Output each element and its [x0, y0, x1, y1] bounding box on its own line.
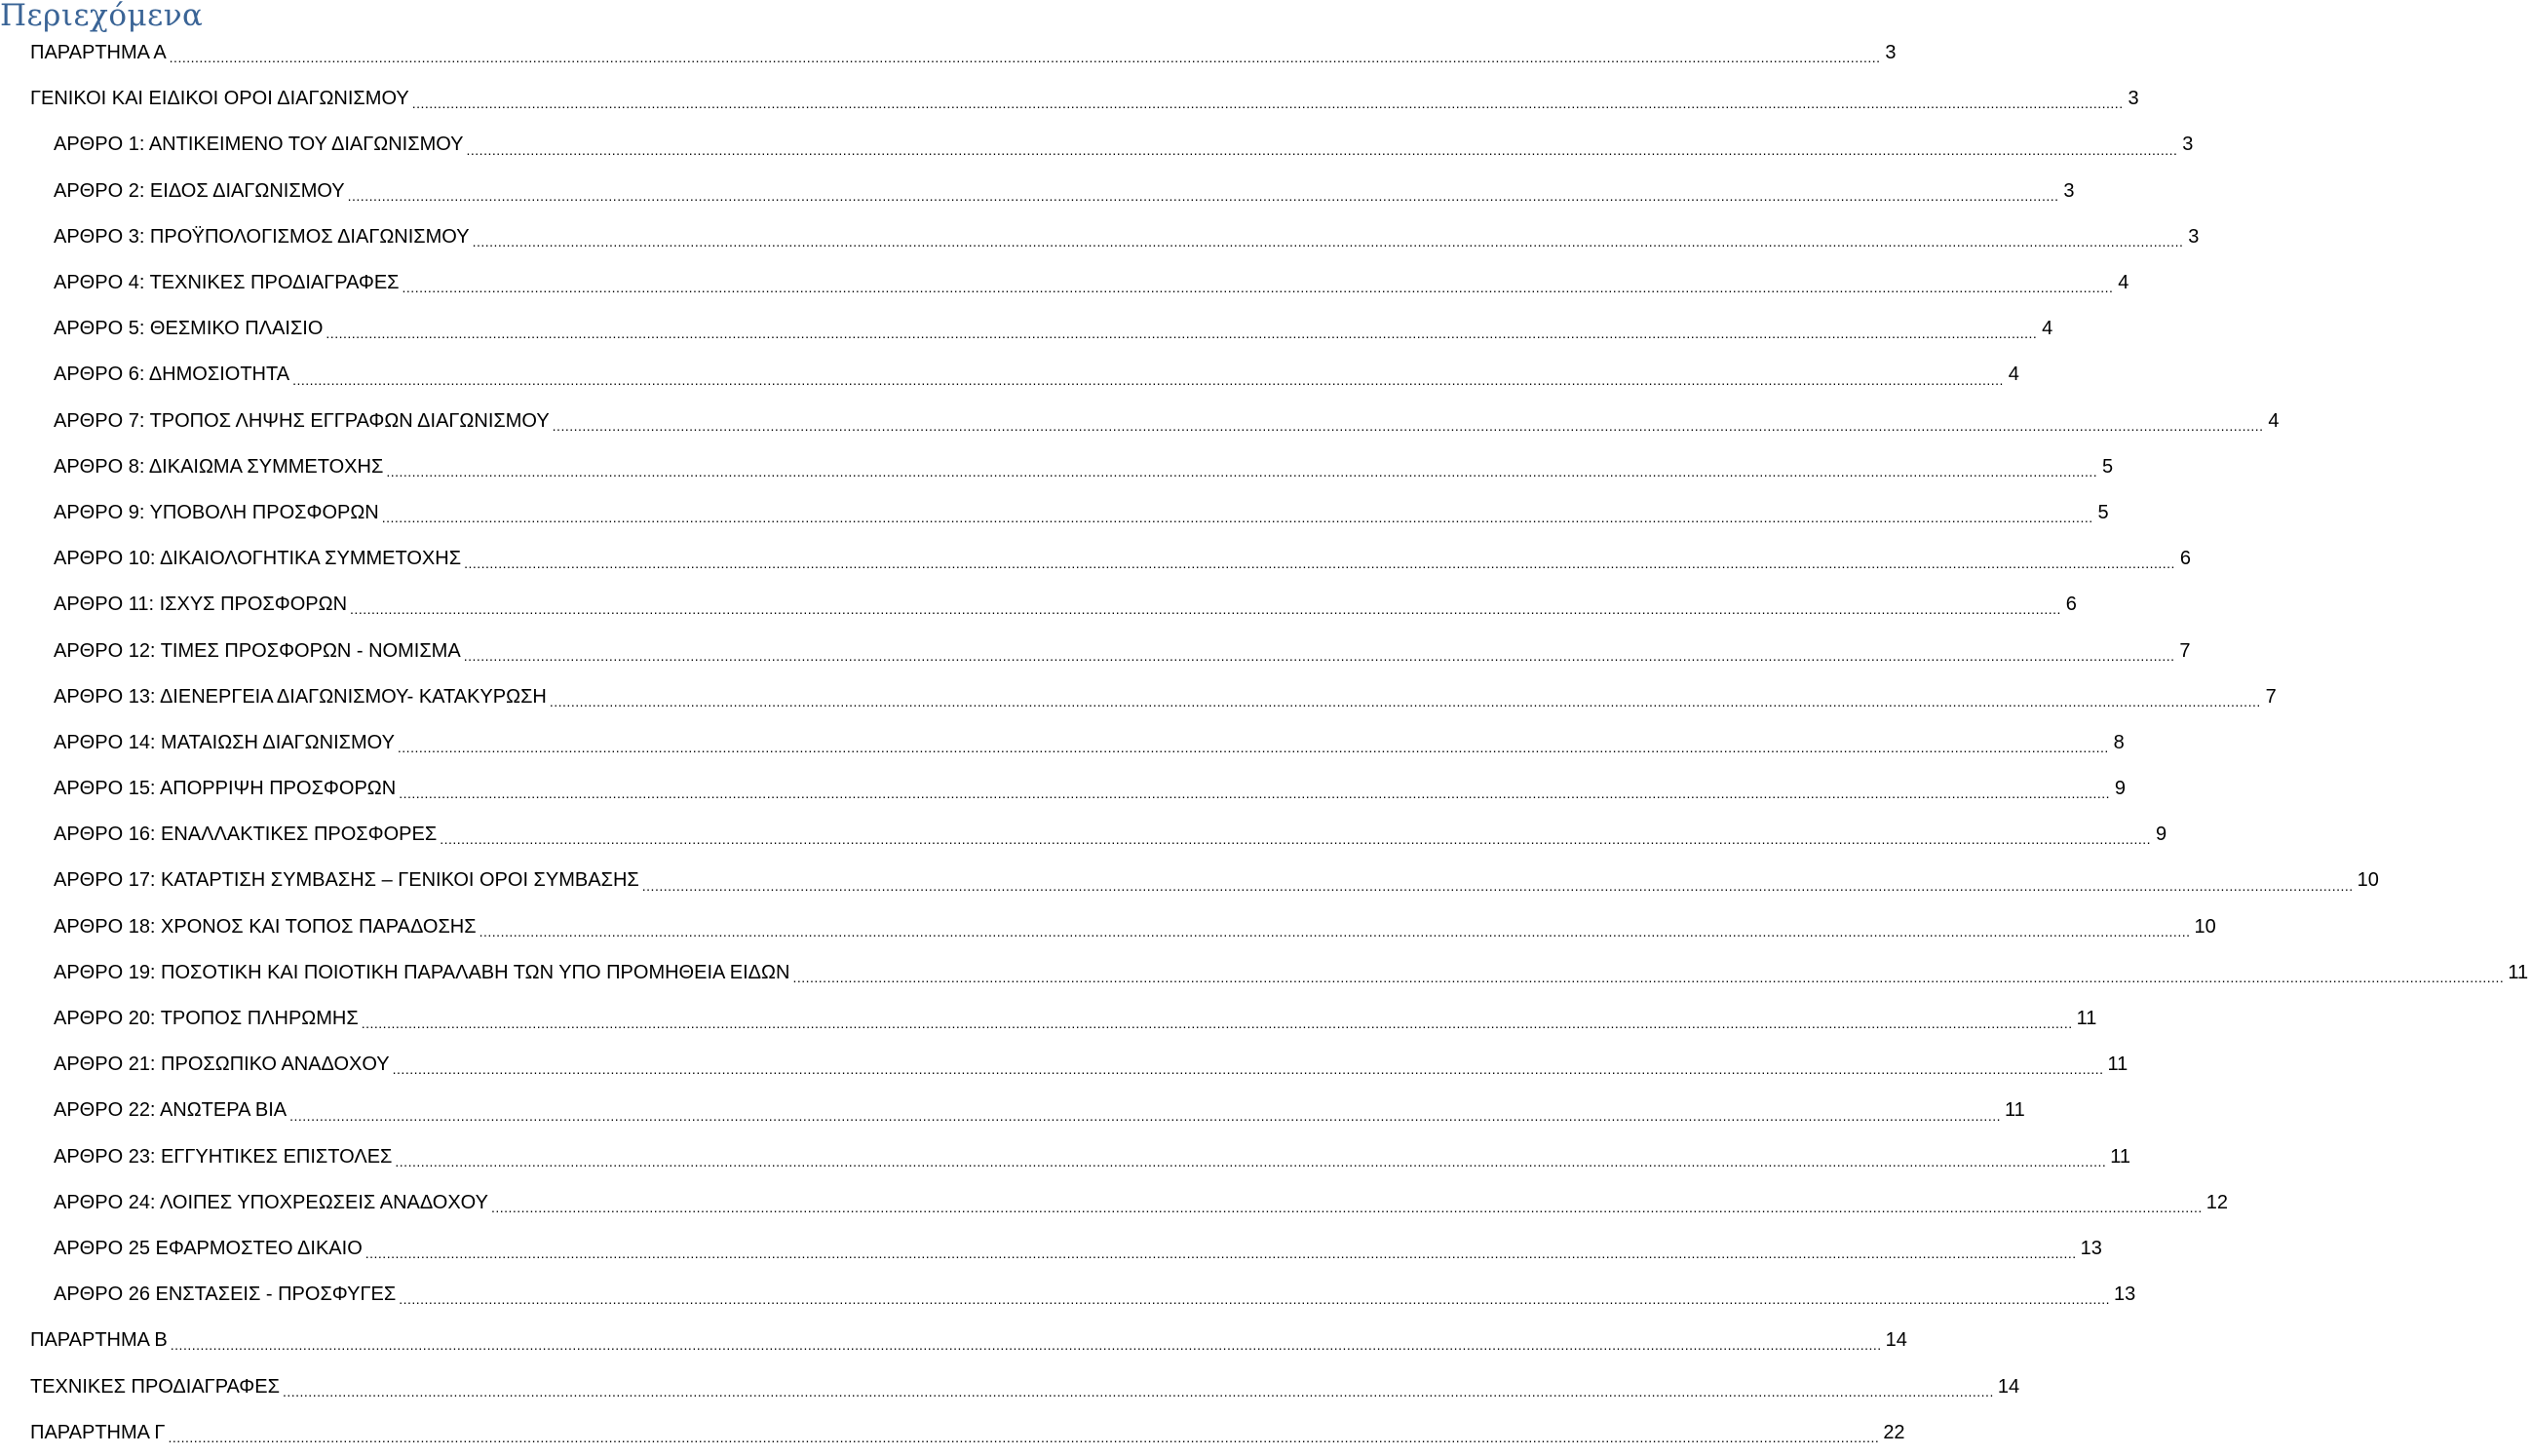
toc-entry-page-number: 3	[2128, 88, 2139, 110]
dot-leader: ................................................................................................................................................................................................................................................................................................................................................................................................................	[169, 50, 1881, 66]
toc-entry-page-number: 6	[2179, 548, 2191, 570]
toc-entry[interactable]	[0, 1272, 2136, 1318]
toc-entry-page-number: 14	[1885, 1329, 1907, 1352]
toc-entry-label: ΤΕΧΝΙΚΕΣ ΠΡΟΔΙΑΓΡΑΦΕΣ	[30, 1375, 280, 1398]
dot-leader: ................................................................................................................................................................................................................................................................................................................................................................................................................	[472, 233, 2184, 249]
toc-entry-label: ΠΑΡΑΡΤΗΜΑ Α	[30, 42, 167, 64]
dot-leader: ................................................................................................................................................................................................................................................................................................................................................................................................................	[490, 1199, 2203, 1215]
dot-leader: ................................................................................................................................................................................................................................................................................................................................................................................................................	[170, 1337, 1882, 1354]
toc-entry-label: ΑΡΘΡΟ 13: ΔΙΕΝΕΡΓΕΙΑ ΔΙΑΓΩΝΙΣΜΟΥ- ΚΑΤΑΚΥΡΩΣΗ	[54, 685, 547, 708]
toc-entry[interactable]	[0, 1134, 2131, 1180]
toc-entry-page-number: 10	[2357, 869, 2379, 892]
toc-entry[interactable]	[0, 260, 2129, 306]
toc-entry-page-number: 10	[2194, 915, 2216, 938]
toc-entry-label: ΑΡΘΡΟ 23: ΕΓΓΥΗΤΙΚΕΣ ΕΠΙΣΤΟΛΕΣ	[54, 1145, 393, 1168]
toc-entry[interactable]	[0, 1180, 2229, 1226]
toc-entry-page-number: 14	[1997, 1375, 2020, 1398]
toc-title: Περιεχόμενα	[0, 0, 204, 33]
toc-entry-label: ΑΡΘΡΟ 11: ΙΣΧΥΣ ΠΡΟΣΦΟΡΩΝ	[54, 594, 348, 616]
dot-leader: ................................................................................................................................................................................................................................................................................................................................................................................................................	[402, 280, 2114, 296]
toc-entry-label: ΑΡΘΡΟ 3: ΠΡΟΫΠΟΛΟΓΙΣΜΟΣ ΔΙΑΓΩΝΙΣΜΟΥ	[54, 225, 470, 248]
toc-entry[interactable]	[0, 1042, 2128, 1088]
toc-entry-label: ΑΡΘΡΟ 9: ΥΠΟΒΟΛΗ ΠΡΟΣΦΟΡΩΝ	[54, 501, 379, 523]
toc-entry[interactable]	[0, 766, 2127, 812]
toc-entry[interactable]	[0, 582, 2077, 628]
toc-entry-label: ΑΡΘΡΟ 18: ΧΡΟΝΟΣ ΚΑΙ ΤΟΠΟΣ ΠΑΡΑΔΟΣΗΣ	[54, 915, 477, 938]
dot-leader: ................................................................................................................................................................................................................................................................................................................................................................................................................	[289, 1107, 2001, 1124]
toc-entry-label: ΠΑΡΑΡΤΗΜΑ Γ	[30, 1421, 166, 1443]
toc-entry[interactable]	[0, 536, 2191, 582]
toc-entry-label: ΑΡΘΡΟ 25 ΕΦΑΡΜΟΣΤΕΟ ΔΙΚΑΙΟ	[54, 1237, 363, 1259]
toc-entry-label: ΠΑΡΑΡΤΗΜΑ Β	[30, 1329, 168, 1352]
dot-leader: ................................................................................................................................................................................................................................................................................................................................................................................................................	[464, 556, 2175, 572]
toc-entry-page-number: 4	[2042, 318, 2053, 340]
dot-leader: ................................................................................................................................................................................................................................................................................................................................................................................................................	[168, 1429, 1880, 1445]
dot-leader: ................................................................................................................................................................................................................................................................................................................................................................................................................	[292, 371, 2004, 388]
toc-entry[interactable]	[0, 720, 2125, 766]
dot-leader: ................................................................................................................................................................................................................................................................................................................................................................................................................	[347, 187, 2059, 204]
toc-entry-label: ΑΡΘΡΟ 20: ΤΡΟΠΟΣ ΠΛΗΡΩΜΗΣ	[54, 1008, 359, 1030]
toc-entry[interactable]	[0, 444, 2114, 490]
toc-entry-page-number: 11	[2107, 1054, 2128, 1076]
toc-entry[interactable]	[0, 490, 2109, 536]
toc-entry[interactable]	[0, 1318, 1907, 1363]
toc-entry-page-number: 13	[2080, 1237, 2102, 1259]
toc-entry[interactable]	[0, 1226, 2102, 1272]
toc-entry-label: ΑΡΘΡΟ 19: ΠΟΣΟΤΙΚΗ ΚΑΙ ΠΟΙΟΤΙΚΗ ΠΑΡΑΛΑΒΗ ΤΩΝ ΥΠΟ ΠΡΟΜΗΘΕΙΑ ΕΙΔΩΝ	[54, 961, 790, 983]
toc-entry-label: ΑΡΘΡΟ 17: ΚΑΤΑΡΤΙΣΗ ΣΥΜΒΑΣΗΣ – ΓΕΝΙΚΟΙ ΟΡΟΙ ΣΥΜΒΑΣΗΣ	[54, 869, 639, 892]
toc-entry-label: ΑΡΘΡΟ 22: ΑΝΩΤΕΡΑ ΒΙΑ	[54, 1099, 288, 1122]
toc-entry-page-number: 3	[1885, 42, 1897, 64]
dot-leader: ................................................................................................................................................................................................................................................................................................................................................................................................................	[792, 969, 2505, 985]
toc-entry[interactable]	[0, 950, 2529, 996]
toc-entry-page-number: 3	[2063, 179, 2075, 202]
toc-entry-label: ΑΡΘΡΟ 5: ΘΕΣΜΙΚΟ ΠΛΑΙΣΙΟ	[54, 318, 324, 340]
toc-entry[interactable]	[0, 122, 2194, 168]
dot-leader: ................................................................................................................................................................................................................................................................................................................................................................................................................	[411, 96, 2124, 112]
toc-entry-page-number: 3	[2188, 225, 2200, 248]
toc-list	[0, 30, 2529, 1456]
dot-leader: ................................................................................................................................................................................................................................................................................................................................................................................................................	[381, 510, 2093, 526]
toc-entry-page-number: 11	[2110, 1145, 2131, 1168]
toc-entry-page-number: 9	[2155, 824, 2167, 846]
dot-leader: ................................................................................................................................................................................................................................................................................................................................................................................................................	[440, 831, 2152, 848]
dot-leader: ................................................................................................................................................................................................................................................................................................................................................................................................................	[479, 923, 2191, 939]
toc-entry-page-number: 5	[2097, 501, 2109, 523]
toc-entry-label: ΓΕΝΙΚΟΙ ΚΑΙ ΕΙΔΙΚΟΙ ΟΡΟΙ ΔΙΑΓΩΝΙΣΜΟΥ	[30, 88, 409, 110]
toc-entry[interactable]	[0, 30, 1897, 76]
toc-entry[interactable]	[0, 1363, 2020, 1409]
dot-leader: ................................................................................................................................................................................................................................................................................................................................................................................................................	[552, 417, 2264, 434]
toc-entry[interactable]	[0, 76, 2139, 122]
toc-entry[interactable]	[0, 306, 2053, 352]
toc-entry[interactable]	[0, 628, 2191, 673]
toc-entry-label: ΑΡΘΡΟ 16: ΕΝΑΛΛΑΚΤΙΚΕΣ ΠΡΟΣΦΟΡΕΣ	[54, 824, 438, 846]
dot-leader: ................................................................................................................................................................................................................................................................................................................................................................................................................	[463, 647, 2175, 664]
toc-entry[interactable]	[0, 1088, 2025, 1133]
toc-entry-label: ΑΡΘΡΟ 2: ΕΙΔΟΣ ΔΙΑΓΩΝΙΣΜΟΥ	[54, 179, 345, 202]
toc-entry-label: ΑΡΘΡΟ 14: ΜΑΤΑΙΩΣΗ ΔΙΑΓΩΝΙΣΜΟΥ	[54, 731, 395, 753]
toc-entry[interactable]	[0, 169, 2075, 214]
toc-entry-label: ΑΡΘΡΟ 21: ΠΡΟΣΩΠΙΚΟ ΑΝΑΔΟΧΟΥ	[54, 1054, 390, 1076]
toc-entry-page-number: 9	[2114, 778, 2127, 800]
toc-entry-label: ΑΡΘΡΟ 10: ΔΙΚΑΙΟΛΟΓΗΤΙΚΑ ΣΥΜΜΕΤΟΧΗΣ	[54, 548, 462, 570]
toc-entry-label: ΑΡΘΡΟ 24: ΛΟΙΠΕΣ ΥΠΟΧΡΕΩΣΕΙΣ ΑΝΑΔΟΧΟΥ	[54, 1191, 488, 1213]
toc-entry-page-number: 11	[2076, 1008, 2097, 1030]
toc-entry-page-number: 4	[2118, 272, 2129, 294]
toc-entry-page-number: 4	[2268, 409, 2280, 432]
dot-leader: ................................................................................................................................................................................................................................................................................................................................................................................................................	[350, 601, 2061, 618]
toc-entry-label: ΑΡΘΡΟ 4: ΤΕΧΝΙΚΕΣ ΠΡΟΔΙΑΓΡΑΦΕΣ	[54, 272, 400, 294]
toc-entry-page-number: 12	[2205, 1191, 2229, 1213]
dot-leader: ................................................................................................................................................................................................................................................................................................................................................................................................................	[364, 1245, 2077, 1262]
dot-leader: ................................................................................................................................................................................................................................................................................................................................................................................................................	[399, 1291, 2111, 1308]
dot-leader: ................................................................................................................................................................................................................................................................................................................................................................................................................	[386, 463, 2098, 479]
toc-entry[interactable]	[0, 1410, 1905, 1456]
toc-entry-page-number: 3	[2182, 134, 2194, 156]
toc-entry[interactable]	[0, 674, 2277, 720]
dot-leader: ................................................................................................................................................................................................................................................................................................................................................................................................................	[399, 785, 2111, 802]
dot-leader: ................................................................................................................................................................................................................................................................................................................................................................................................................	[397, 740, 2109, 755]
toc-entry-page-number: 8	[2113, 731, 2125, 753]
toc-entry[interactable]	[0, 812, 2167, 858]
toc-entry-page-number: 6	[2065, 594, 2077, 616]
toc-entry-label: ΑΡΘΡΟ 15: ΑΠΟΡΡΙΨΗ ΠΡΟΣΦΟΡΩΝ	[54, 778, 397, 800]
toc-entry-label: ΑΡΘΡΟ 6: ΔΗΜΟΣΙΟΤΗΤΑ	[54, 364, 290, 386]
dot-leader: ................................................................................................................................................................................................................................................................................................................................................................................................................	[326, 326, 2038, 342]
toc-entry-page-number: 22	[1883, 1421, 1905, 1443]
toc-entry-page-number: 4	[2008, 364, 2019, 386]
toc-entry[interactable]	[0, 996, 2097, 1042]
dot-leader: ................................................................................................................................................................................................................................................................................................................................................................................................................	[282, 1383, 1994, 1399]
toc-entry-label: ΑΡΘΡΟ 26 ΕΝΣΤΑΣΕΙΣ - ΠΡΟΣΦΥΓΕΣ	[54, 1284, 397, 1306]
toc-entry-label: ΑΡΘΡΟ 1: ΑΝΤΙΚΕΙΜΕΝΟ ΤΟΥ ΔΙΑΓΩΝΙΣΜΟΥ	[54, 134, 464, 156]
toc-entry-page-number: 7	[2179, 639, 2191, 662]
toc-entry-page-number: 11	[2508, 961, 2529, 983]
dot-leader: ................................................................................................................................................................................................................................................................................................................................................................................................................	[641, 877, 2354, 894]
dot-leader: ................................................................................................................................................................................................................................................................................................................................................................................................................	[361, 1015, 2073, 1032]
dot-leader: ................................................................................................................................................................................................................................................................................................................................................................................................................	[549, 693, 2261, 709]
toc-entry-page-number: 5	[2102, 455, 2114, 478]
toc-entry[interactable]	[0, 904, 2216, 950]
toc-entry[interactable]	[0, 858, 2379, 903]
toc-entry-label: ΑΡΘΡΟ 8: ΔΙΚΑΙΩΜΑ ΣΥΜΜΕΤΟΧΗΣ	[54, 455, 384, 478]
toc-entry-label: ΑΡΘΡΟ 12: ΤΙΜΕΣ ΠΡΟΣΦΟΡΩΝ - ΝΟΜΙΣΜΑ	[54, 639, 461, 662]
toc-entry[interactable]	[0, 214, 2200, 260]
toc-entry-page-number: 13	[2114, 1284, 2136, 1306]
dot-leader: ................................................................................................................................................................................................................................................................................................................................................................................................................	[392, 1061, 2104, 1078]
toc-entry-page-number: 7	[2265, 685, 2277, 708]
toc-entry-page-number: 11	[2004, 1099, 2025, 1122]
toc-entry[interactable]	[0, 352, 2019, 398]
toc-entry-label: ΑΡΘΡΟ 7: ΤΡΟΠΟΣ ΛΗΨΗΣ ΕΓΓΡΑΦΩΝ ΔΙΑΓΩΝΙΣΜΟΥ	[54, 409, 550, 432]
toc-entry[interactable]	[0, 399, 2280, 444]
dot-leader: ................................................................................................................................................................................................................................................................................................................................................................................................................	[466, 141, 2178, 158]
dot-leader: ................................................................................................................................................................................................................................................................................................................................................................................................................	[395, 1153, 2107, 1169]
